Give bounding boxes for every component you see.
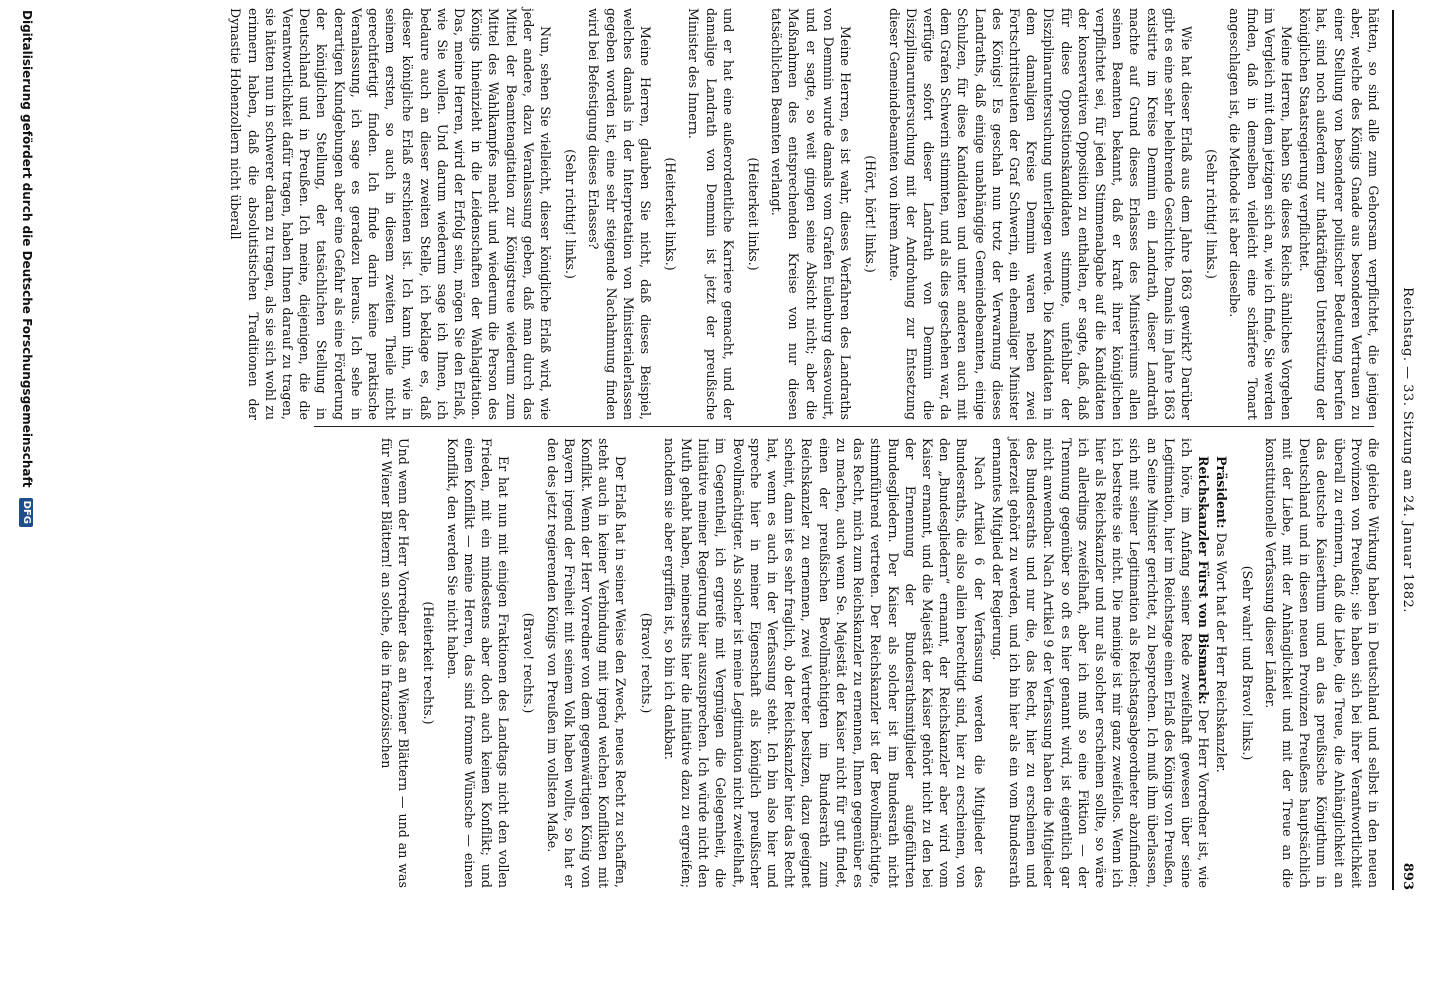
speaker-paragraph — [989, 438, 1213, 888]
left-text-column — [228, 8, 1382, 420]
paragraph: Meine Herren, glauben Sie nicht, daß dieses Beispiel, welches damals in der Interpretation von Ministerialerlassen gegeben worden ist, eine sehr steigende Nachahmung finden wird bei Befestigung dieses Erlasses? — [586, 8, 654, 420]
paragraph: Nun, sehen Sie vielleicht, dieser königliche Erlaß wird, wie jeder andere, dazu Veranlassung geben, daß man durch das Mittel der Beamtenagitation zur Königstreue wiederum zum Mittel des Wahlkampfes macht und wiederum die Person des Königs hineinzieht in die Leidenschaften der Wahlagitation. Das, meine Herren, wird der Erfolg sein, mögen Sie den Erlaß, wie Sie wollen. Und darum wiederum sage ich Ihnen, ich bedaure auch an dieser zweiten Stelle, ich beklage es, daß dieser königliche Erlaß erschienen ist. Ich kann ihn, wie in seinem ersten, so auch in diesem zweiten Theile nicht gerechtfertigt finden. Ich finde darin keine praktische Veranlassung, ich sage es geradezu heraus. Ich sehe in derartigen Kundgebungen aber eine Gefahr als eine Förderung der königlichen Stellung, der tatsächlichen Stellung in Deutschland und in Preußen. Ich meine, diejenigen, die die Verantwortlichkeit dafür tragen, haben Ihnen darauf zu tragen, sie hätten nun in schwerer daran zu tragen, als sie sich wohl zu erinnern haben, daß die absolutistischen Traditionen der Dynastie Hohenzollern nicht überall — [228, 8, 554, 420]
audience-reaction: (Sehr wahr! und Bravo! links.) — [1239, 565, 1255, 761]
dfg-logo: DFG — [20, 498, 34, 527]
audience-reaction: (Hört, hört! links.) — [863, 155, 879, 273]
paragraph: Nach Artikel 6 der Verfassung werden die Mitglieder des Bundesraths, die also allein berechtigt sind, hier zu erscheinen, von den „Bundesgliedern“ ernannt, der Reichskanzler aber wird vom Kaiser ernannt, und die Majestät der Kaiser gehört nicht zu den bei der Ernennung der Bundesrathsmitglieder aufgeführten Bundesgliedern. Der Kaiser als solcher ist im Bundesrath nicht stimmführend vertreten. Der Reichskanzler ist der Bevollmächtigte, das Recht, mich zum Reichskanzler zu ernennen, Ihnen gegenüber es zu machen, auch wenn Se. Majestät der Kaiser nicht für gut findet, einen der preußischen Bevollmächtigten im Bundesrath zum Reichskanzler zu ernennen, zwei Vertreter besitzen, dazu geeignet scheint, dann ist es sehr fraglich, ob der Reichskanzler hier das Recht hat, wenn es auch in der Verfassung steht. Ich bin also hier und spreche hier in meiner Eigenschaft als königlich preußischer Bevollmächtigter. Als solcher ist meine Legitimation nicht zweifelhaft, im Gegentheil, ich ergreife mit Vergnügen die Gelegenheit, die Initiative meiner Regierung hier auszusprechen. Ich würde nicht den Muth gehabt haben, meinerseits hier die Initiative dazu zu ergreifen; nachdem sie aber ergriffen ist, so bin ich dankbar. — [661, 438, 987, 888]
speaker-paragraph — [1213, 438, 1230, 888]
paragraph: Er hat nun mit einigen Fraktionen des Landtags nicht den vollen Frieden, mit ein mindestens aber doch auch keinen Konflikt; und einen Konflikt — meine Herren, das sind fromme Wünsche — einen Konflikt, den werden Sie nicht haben. — [444, 438, 512, 888]
paragraph: Wie hat dieser Erlaß aus dem Jahre 1863 gewirkt? Darüber gibt es eine sehr belehrende Geschichte. Damals im Jahre 1863 existirte im Kreise Demmin ein Landrath, dieser Landrath machte auf Grund dieses Erlasses des Ministeriums allen seinen Beamten bekannt, daß er kraft ihrer königlichen verpflichtet sei, für jeden Stimmenabgabe auf die Kandidaten der konservativen Opposition zu enthalten, er sagte, daß, daß für diese Oppositionskandidaten stimmte, unfehlbar der Disziplinaruntersuchung unterliegen werde. Die Kandidaten in dem damaligen Kreise Demmin waren neben zwei Fortschrittsleuten der Graf Schwerin, ein ehemaliger Minister des Königs! Es geschah nun trotz der Verwarnung dieses Landraths, daß einige unabhängige Gemeindebeamten, einige Schulzen, für diese Kandidaten und unter anderen auch mit dem Grafen Schwerin stimmten, und als dies geschehen war, da verfügte sofort dieser Landrath von Demmin die Disziplinaruntersuchung mit der Androhung zur Entsetzung dieser Gemeindebeamten von ihrem Amte. — [886, 8, 1194, 420]
speaker-text: Der Herr Vorredner ist, wie ich höre, im Anfang seiner Rede zweifelhaft gewesen über seine Legitimation, hier im Reichstage einen Erlaß des Königs von Preußen, an Seine Minister gerichtet, zu besprechen. Ich muß ihm überlassen, sich mit seiner Legitimation als Reichstagsabgeordneter abzufinden; ich bestreite sie nicht. Die meinige ist mir ganz zweifellos. Wenn ich hier als Reichskanzler und nur als solcher erscheinen sollte, so wäre ich allerdings zweifelhaft, aber ich muß so eine Fiktion — der Trennung gegenüber so oft es hier genannt wird, ist eigentlich gar nicht anwendbar. Nach Artikel 9 der Verfassung haben die Mitglieder des Bundesraths und nur die, das Recht, hier zu erscheinen und jederzeit gehört zu werden, und ich bin hier als ein vom Bundesrath ernanntes Mitglied der Regierung. — [989, 438, 1212, 888]
audience-reaction: (Sehr richtig! links.) — [1204, 149, 1220, 279]
page-number: 893 — [1400, 862, 1415, 890]
audience-reaction: (Bravo! rechts.) — [521, 612, 537, 714]
right-text-column — [312, 438, 1382, 888]
audience-reaction: (Sehr richtig! links.) — [563, 149, 579, 279]
speaker-text: Das Wort hat der Herr Reichskanzler. — [1214, 532, 1230, 773]
audience-reaction: (Heiterkeit links.) — [746, 157, 762, 271]
speaker-label: Präsident: — [1214, 456, 1230, 529]
paragraph: Der Erlaß hat in seiner Weise den Zweck, neues Recht zu schaffen, steht auch in keiner Verbindung mit irgend welchen Konflikten mit Konflikt. Wenn der Herr Vorredner von dem gegenwärtigen König von Bayern irgend der Freiheit mit seinem Volk haben wollte, so hat er den des jetzt regierenden Königs von Preußen im vollsten Maße. — [544, 438, 629, 888]
paragraph: Meine Herren, haben Sie dieses Reichs ähnliches Vorgehen im Vergleich mit dem jetzigen sich an, wie ich finde, Sie werden finden, daß in demselben vielleicht eine schärfere Tonart angeschlagen ist, die Methode ist aber dieselbe. — [1227, 8, 1294, 420]
audience-reaction: (Heiterkeit rechts.) — [421, 601, 437, 725]
paragraph: Meine Herren, es ist wahr, dieses Verfahren des Landraths von Demmin wurde damals vom Grafen Eulenburg desavouirt, und er sagte, so weit gingen seine Absicht nicht; aber die Maßnahmen des entsprechenden Kreise von nur diesen tatsächlichen Beamten verlangt. — [769, 8, 854, 420]
paragraph: Und wenn der Herr Vorredner das an Wiener Blättern — und an was für Wiener Blättern! an solche, die in französischen — [379, 438, 412, 888]
header-title: Reichstag. — 33. Sitzung am 24. Januar 1882. — [1400, 287, 1415, 613]
audience-reaction: (Heiterkeit links.) — [663, 157, 679, 271]
footer-text: Digitalisierung gefördert durch die Deutsche Forschungsgemeinschaft — [20, 10, 34, 488]
paragraph: und er hat eine außerordentliche Karriere gemacht, und der damalige Landrath von Demmin ist jetzt der preußische Minister des Innern. — [686, 8, 736, 420]
paragraph: die gleiche Wirkung haben in Deutschland und selbst in den neuen Provinzen von Preußen; sie haben sich bei ihrer Verantwortlichkeit überall zu erinnern, daß die Liebe, die Treue, die Anhänglichkeit an das deutsche Kaiserthum und an das preußische Königthum in Deutschland und in diesen neuen Provinzen Preußens hauptsächlich mit der Liebe, mit der Anhänglichkeit und mit der Treue an die konstitutionelle Verfassung dieser Länder. — [1262, 438, 1381, 888]
speaker-label: Reichskanzler Fürst von Bismarck: — [1196, 456, 1212, 705]
digitization-footer — [14, 10, 38, 990]
column-divider — [314, 426, 1374, 427]
paragraph: hätten, so sind alle zum Gehorsam verpflichtet, die jenigen aber, welche des Königs Gnade aus besonderen Vertrauen zu einer Stellung von besonderer politischer Bedeutung berufen hat, sind noch außerdem zur thatkräftigen Unterstützung der königlichen Staatsregierung verpflichtet. — [1297, 8, 1381, 420]
audience-reaction: (Bravo! rechts.) — [638, 612, 654, 714]
running-header — [1392, 10, 1418, 890]
